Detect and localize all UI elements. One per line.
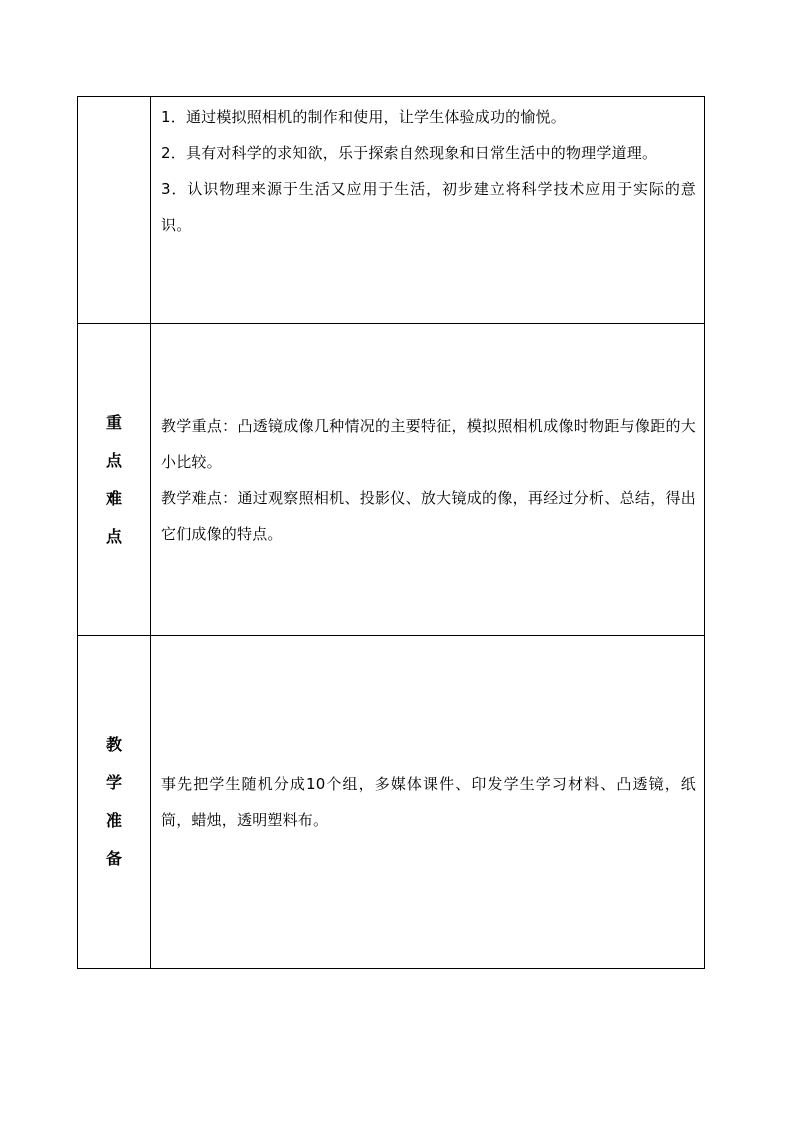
preparation-label-char-4: 备 (105, 849, 122, 868)
goal-item-1: 1．通过模拟照相机的制作和使用，让学生体验成功的愉悦。 (161, 108, 566, 126)
preparation-content-cell (151, 636, 705, 969)
teaching-difficulty-text: 教学难点：通过观察照相机、投影仪、放大镜成的像，再经过分析、总结，得出它们成像的特点。 (161, 488, 696, 543)
key-points-label-char-3: 难 (105, 488, 122, 508)
preparation-label-char-1: 教 (105, 735, 122, 754)
preparation-label-cell (78, 636, 151, 969)
goal-item-2: 2．具有对科学的求知欲，乐于探索自然现象和日常生活中的物理学道理。 (161, 144, 658, 162)
goal-item-3: 3．认识物理来源于生活又应用于生活，初步建立将科学技术应用于实际的意识。 (161, 180, 696, 234)
preparation-row (78, 636, 705, 969)
lesson-plan-table (77, 96, 705, 969)
key-points-label-char-2: 点 (105, 450, 122, 470)
key-points-content-cell (151, 324, 705, 636)
key-points-row (78, 324, 705, 636)
goals-row (78, 97, 705, 324)
goals-content-cell (151, 97, 705, 324)
key-points-label-cell (78, 324, 151, 636)
key-points-label-char-1: 重 (105, 412, 122, 432)
preparation-label-char-3: 准 (105, 811, 122, 830)
goals-label-cell (78, 97, 151, 324)
key-points-label-char-4: 点 (105, 526, 122, 546)
teaching-focus-text: 教学重点：凸透镜成像几种情况的主要特征，模拟照相机成像时物距与像距的大小比较。 (161, 416, 696, 471)
preparation-label-char-2: 学 (105, 773, 122, 792)
preparation-text: 事先把学生随机分成10个组，多媒体课件、印发学生学习材料、凸透镜，纸筒，蜡烛，透明塑料布。 (161, 775, 696, 829)
